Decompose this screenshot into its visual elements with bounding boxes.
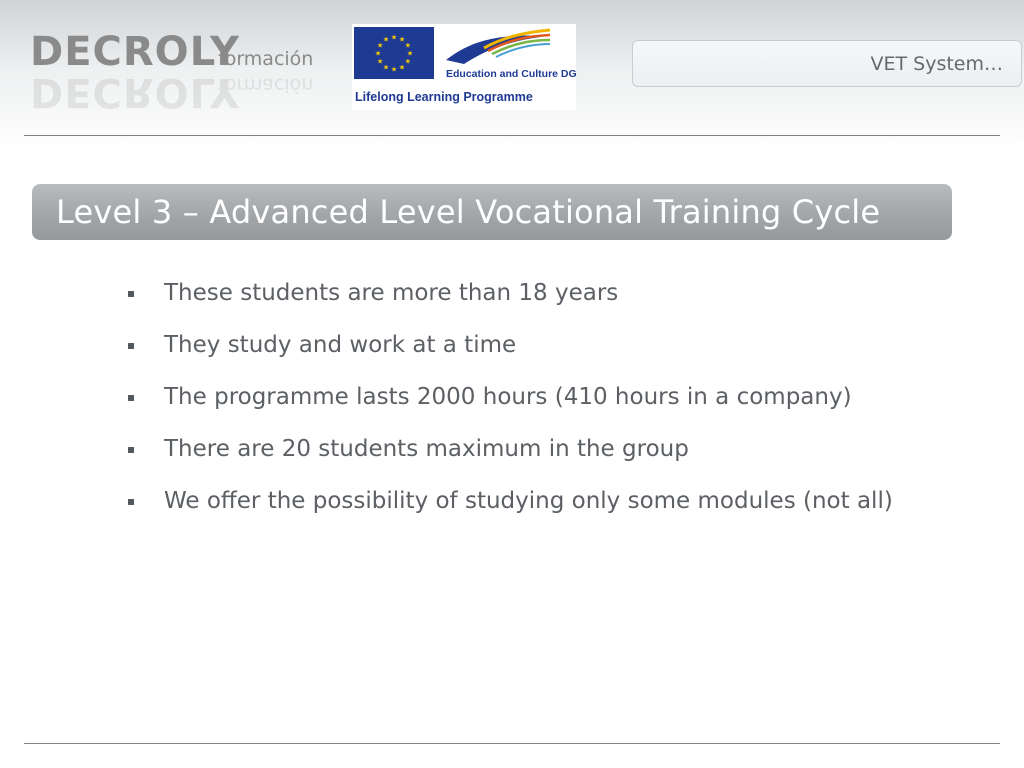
eu-star-icon: ★ [382,35,390,44]
eu-star-icon: ★ [398,63,406,72]
eu-star-icon: ★ [406,49,414,58]
eu-star-icon: ★ [390,65,398,74]
eu-programme-text: Lifelong Learning Programme [355,90,533,104]
square-bullet-icon [128,343,134,349]
bullet-text: We offer the possibility of studying only some modules (not all) [164,488,893,514]
logo-reflection-subtitle: formación [218,74,314,96]
eu-star-icon: ★ [404,57,412,66]
eu-star-icon: ★ [398,35,406,44]
eu-flag-icon [354,27,434,79]
slide-title: Level 3 – Advanced Level Vocational Training Cycle [56,193,881,231]
section-label: VET System… [870,53,1003,75]
eu-star-icon: ★ [390,33,398,42]
square-bullet-icon [128,499,134,505]
header-divider [24,135,1000,136]
eu-stars-icon [354,27,434,79]
square-bullet-icon [128,395,134,401]
eu-star-icon: ★ [404,41,412,50]
footer-divider [24,743,1000,744]
bullet-text: They study and work at a time [164,332,517,358]
decroly-logo [30,29,330,115]
eu-lifelong-learning-logo [352,24,576,110]
eu-star-icon: ★ [374,49,382,58]
swoosh-icon [444,28,554,68]
bullet-text: There are 20 students maximum in the group [164,436,689,462]
bullet-text: These students are more than 18 years [164,280,619,306]
logo-name: DECROLY [30,29,240,75]
square-bullet-icon [128,291,134,297]
eu-star-icon: ★ [382,63,390,72]
eu-dg-text: Education and Culture DG [446,68,577,80]
eu-star-icon: ★ [376,57,384,66]
logo-reflection-name: DECROLY [30,69,240,115]
square-bullet-icon [128,447,134,453]
logo-subtitle: formación [218,48,314,70]
section-label-box [632,40,1022,87]
bullet-text: The programme lasts 2000 hours (410 hours in a company) [164,384,852,410]
title-bar [32,184,952,240]
eu-star-icon: ★ [376,41,384,50]
